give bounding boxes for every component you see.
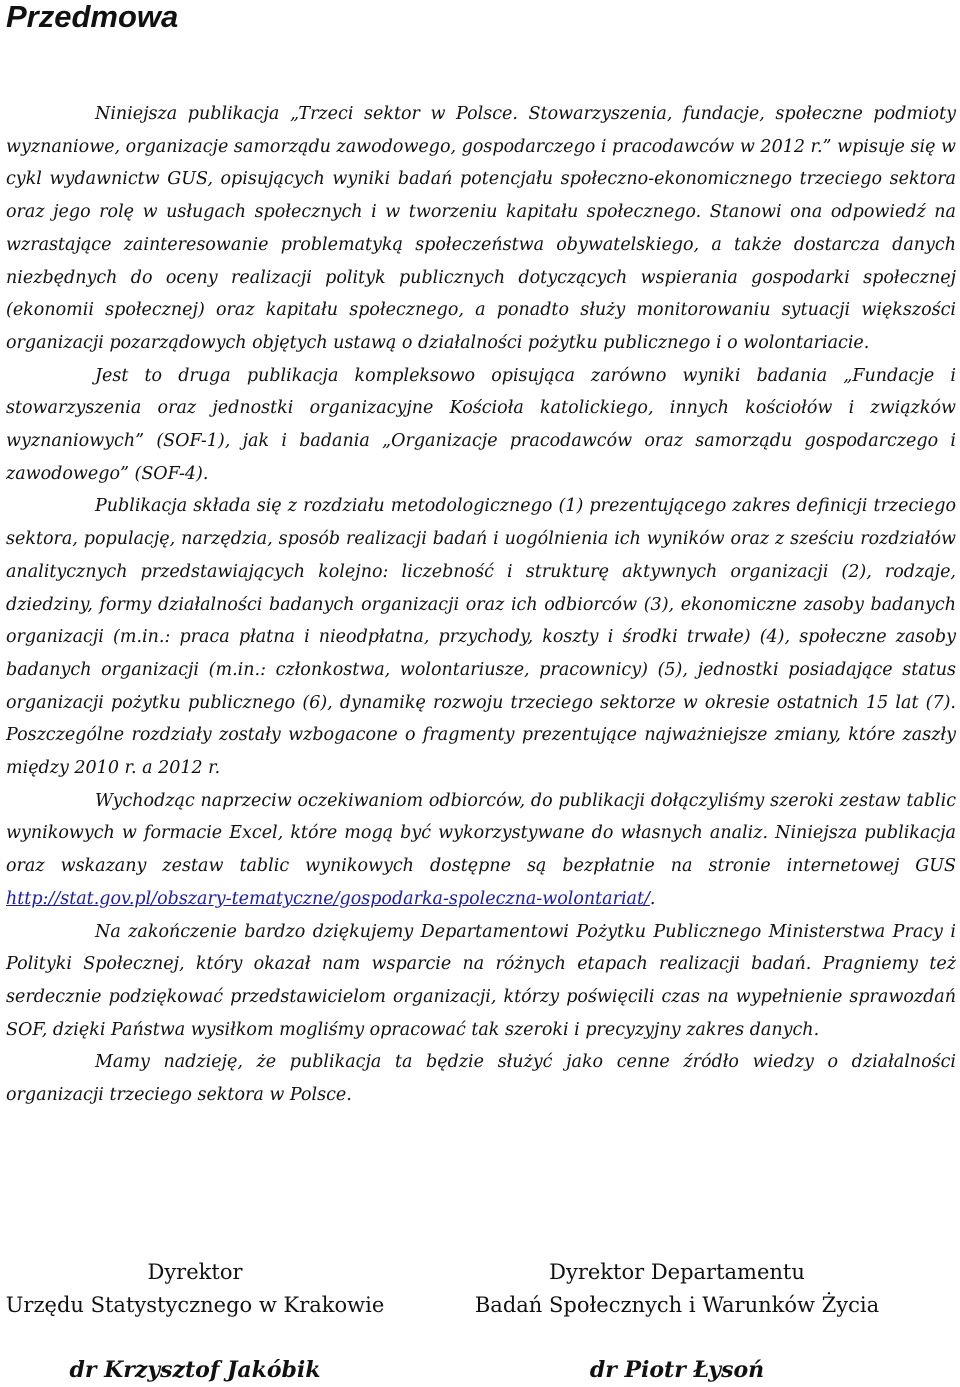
signature-left-title: Dyrektor <box>147 1260 243 1284</box>
page-title: Przedmowa <box>6 0 179 34</box>
signature-left <box>0 1256 390 1387</box>
signature-left-office: Urzędu Statystycznego w Krakowie <box>5 1293 385 1317</box>
paragraph-second-publication: Jest to druga publikacja kompleksowo opisująca zarówno wyniki badania „Fundacje i stowarzyszenia oraz jednostki organizacyjne Kościoła katolickiego, innych kościołów i związków wyznaniowych” (SOF-1), jak i badania „Organizacje pracodawców oraz samorządu gospodarczego i zawodowego” (SOF-4). <box>6 365 956 484</box>
preface-body <box>6 98 956 1112</box>
paragraph-closing: Mamy nadzieję, że publikacja ta będzie służyć jako cenne źródło wiedzy o działalności organizacji trzeciego sektora w Polsce. <box>6 1052 956 1106</box>
paragraph-intro: Niniejsza publikacja „Trzeci sektor w Polsce. Stowarzyszenia, fundacje, społeczne podmioty wyznaniowe, organizacje samorządu zawodowego, gospodarczego i pracodawców w 2012 r.” wpisuje się w cykl wydawnictw GUS, opisujących wyniki badań potencjału społeczno-ekonomicznego trzeciego sektora oraz jego rolę w usługach społecznych i w tworzeniu kapitału społecznego. Stanowi ona odpowiedź na wzrastające zainteresowanie problematyką społeczeństwa obywatelskiego, a także dostarcza danych niezbędnych do oceny realizacji polityk publicznych dotyczących wspierania gospodarki społecznej (ekonomii społecznej) oraz kapitału społecznego, a ponadto służy monitorowaniu sytuacji większości organizacji pozarządowych objętych ustawą o działalności pożytku publicznego i o wolontariacie. <box>6 104 956 353</box>
gus-website-link[interactable]: http://stat.gov.pl/obszary-tematyczne/gospodarka-spoleczna-wolontariat/ <box>6 888 650 909</box>
paragraph-structure: Publikacja składa się z rozdziału metodologicznego (1) prezentującego zakres definicji trzeciego sektora, populację, narzędzia, sposób realizacji badań i uogólnienia ich wyników oraz z sześciu rozdziałów analitycznych przedstawiających kolejno: liczebność i strukturę aktywnych organizacji (2), rodzaje, dziedziny, formy działalności badanych organizacji oraz ich odbiorców (3), ekonomiczne zasoby badanych organizacji (m.in.: praca płatna i nieodpłatna, przychody, koszty i środki trwałe) (4), społeczne zasoby badanych organizacji (m.in.: członkostwa, wolontariusze, pracownicy) (5), jednostki posiadające status organizacji pożytku publicznego (6), dynamikę rozwoju trzeciego sektorze w okresie ostatnich 15 lat (7). Poszczególne rozdziały zostały wzbogacone o fragmenty prezentujące najważniejsze zmiany, które zaszły między 2010 r. a 2012 r. <box>6 496 956 779</box>
paragraph-tables-text: Wychodząc naprzeciw oczekiwaniom odbiorców, do publikacji dołączyliśmy szeroki zestaw tablic wynikowych w formacie Excel, które mogą być wykorzystywane do własnych analiz. Niniejsza publikacja oraz wskazany zestaw tablic wynikowych dostępne są bezpłatnie na stronie internetowej GUS <box>6 790 956 877</box>
paragraph-thanks: Na zakończenie bardzo dziękujemy Departamentowi Pożytku Publicznego Ministerstwa Pracy i Polityki Społecznej, który okazał nam wsparcie na różnych etapach realizacji badań. Pragniemy też serdecznie podziękować przedstawicielom organizacji, którzy poświęcili czas na wypełnienie sprawozdań SOF, dzięki Państwa wysiłkom mogliśmy opracować tak szeroki i precyzyjny zakres danych. <box>6 921 956 1040</box>
signature-right-title: Dyrektor Departamentu <box>549 1260 805 1284</box>
paragraph-tables-end: . <box>649 888 656 909</box>
signature-right-name: dr Piotr Łysoń <box>589 1357 765 1383</box>
signature-right-office: Badań Społecznych i Warunków Życia <box>474 1293 880 1317</box>
signature-left-name: dr Krzysztof Jakóbik <box>69 1357 321 1383</box>
paragraph-tables <box>6 785 956 916</box>
signature-right <box>462 1256 892 1387</box>
